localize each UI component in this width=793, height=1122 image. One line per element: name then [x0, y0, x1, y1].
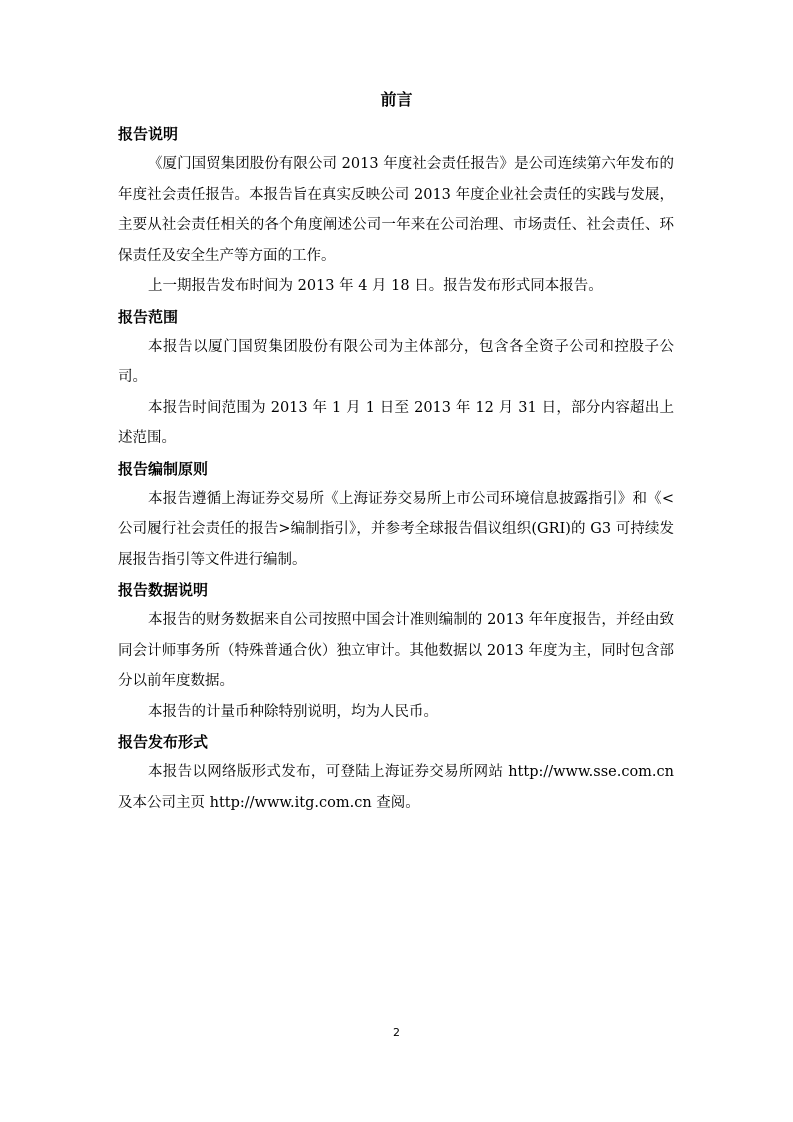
section-compilation-principles: [118, 454, 674, 576]
section-heading: 报告发布形式: [118, 733, 209, 751]
section-publication-format: [118, 727, 674, 818]
document-body: [118, 119, 674, 818]
section-report-scope: [118, 302, 674, 454]
paragraph: 本报告以网络版形式发布，可登陆上海证券交易所网站 http://www.sse.com.cn 及本公司主页 http://www.itg.com.cn 查阅。: [118, 764, 674, 811]
section-heading: 报告数据说明: [118, 581, 209, 599]
paragraph: 上一期报告发布时间为 2013 年 4 月 18 日。报告发布形式同本报告。: [148, 278, 603, 294]
page-number: 2: [393, 1026, 400, 1039]
section-heading: 报告编制原则: [118, 459, 209, 478]
paragraph: 本报告的计量币种除特别说明，均为人民币。: [148, 703, 438, 720]
section-heading: 报告说明: [118, 125, 179, 143]
paragraph: 本报告以厦门国贸集团股份有限公司为主体部分，包含各全资子公司和控股子公司。: [118, 338, 674, 385]
section-data-description: [118, 575, 674, 727]
paragraph: 《厦门国贸集团股份有限公司 2013 年度社会责任报告》是公司连续第六年发布的年度社会责任报告。本报告旨在真实反映公司 2013 年度企业社会责任的实践与发展，主要从社会责任相关的各个角度阐述公司一年来在公司治理、市场责任、社会责任、环保责任及安全生产等方面的工作。: [118, 156, 674, 264]
section-report-description: [118, 119, 674, 302]
paragraph: 本报告遵循上海证券交易所《上海证券交易所上市公司环境信息披露指引》和《<公司履行社会责任的报告>编制指引》，并参考全球报告倡议组织(GRI)的 G3 可持续发展报告指引等文件进行编制。: [118, 490, 674, 568]
paragraph: 本报告的财务数据来自公司按照中国会计准则编制的 2013 年年度报告，并经由致同会计师事务所（特殊普通合伙）独立审计。其他数据以 2013 年度为主，同时包含部分以前年度数据。: [118, 612, 674, 689]
paragraph: 本报告时间范围为 2013 年 1 月 1 日至 2013 年 12 月 31 日，部分内容超出上述范围。: [118, 399, 674, 446]
section-heading: 报告范围: [118, 307, 179, 326]
page-title: 前言: [380, 90, 413, 109]
